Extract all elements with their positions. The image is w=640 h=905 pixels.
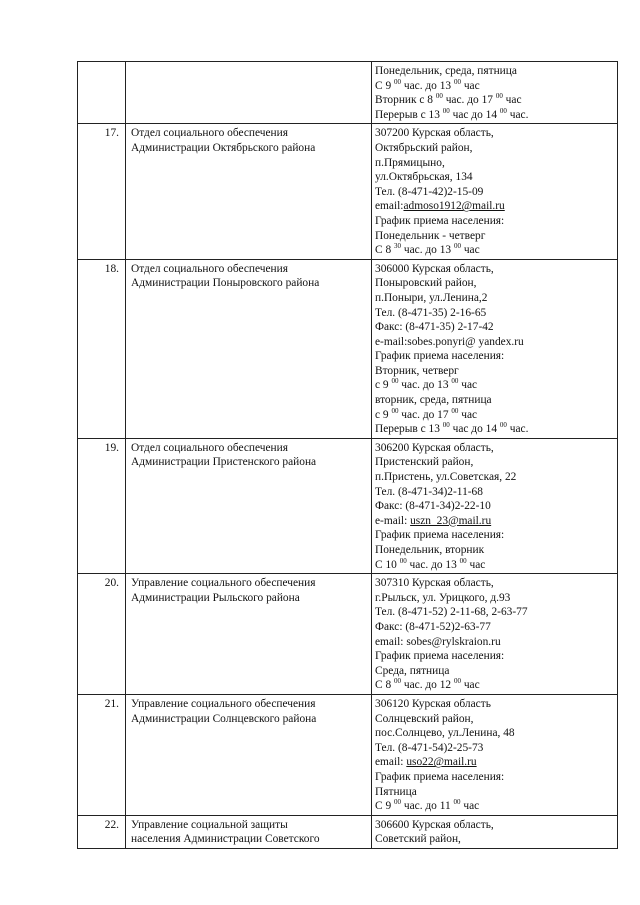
office-name-line: Отдел социального обеспечения bbox=[131, 127, 288, 140]
office-name bbox=[126, 62, 372, 124]
row-number: 20. bbox=[78, 574, 126, 695]
office-name bbox=[126, 438, 372, 573]
office-contact-info bbox=[372, 574, 618, 695]
contact-line: email: uso22@mail.ru bbox=[375, 756, 477, 769]
time-minutes: 00 bbox=[499, 106, 507, 115]
contact-line: Вторник, четверг bbox=[375, 364, 459, 377]
office-name-line: населения Администрации Советского bbox=[131, 833, 320, 846]
contact-line: Факс: (8-471-52)2-63-77 bbox=[375, 620, 491, 633]
office-name-line: Администрации Пристенского района bbox=[131, 456, 317, 469]
contact-line: Вторник с 8 $^{00}$ час. до 17 $^{00}$ час bbox=[375, 92, 522, 107]
contact-line: Тел. (8-471-35) 2-16-65 bbox=[375, 306, 487, 319]
contact-line: С 9 $^{00}$ час. до 13 $^{00}$ час bbox=[375, 77, 480, 92]
contact-line: 307200 Курская область, bbox=[375, 127, 494, 140]
time-minutes: 00 bbox=[391, 377, 399, 386]
contact-line: email:admoso1912@mail.ru bbox=[375, 200, 505, 213]
time-minutes: 00 bbox=[399, 556, 407, 565]
table-row bbox=[78, 124, 618, 259]
office-name-line: Управление социального обеспечения bbox=[131, 577, 316, 590]
contact-line: Понедельник - четверг bbox=[375, 229, 486, 242]
office-contact-info bbox=[372, 259, 618, 438]
offices-table bbox=[77, 61, 618, 849]
row-number: 19. bbox=[78, 438, 126, 573]
office-contact-info bbox=[372, 62, 618, 124]
contact-line: 306000 Курская область, bbox=[375, 262, 494, 275]
time-minutes: 00 bbox=[453, 798, 461, 807]
time-minutes: 00 bbox=[442, 421, 450, 430]
contact-line: вторник, среда, пятница bbox=[375, 394, 492, 407]
row-number: 21. bbox=[78, 694, 126, 815]
contact-line: с 9 $^{00}$ час. до 17 $^{00}$ час bbox=[375, 406, 478, 421]
time-minutes: 00 bbox=[495, 92, 503, 101]
office-contact-info bbox=[372, 438, 618, 573]
contact-line: График приема населения: bbox=[375, 214, 505, 227]
contact-line: Октябрьский район, bbox=[375, 141, 473, 154]
office-name-line: Администрации Поныровского района bbox=[131, 277, 320, 290]
contact-line: п.Прямицыно, bbox=[375, 156, 445, 169]
contact-line: График приема населения: bbox=[375, 529, 505, 542]
table-row bbox=[78, 694, 618, 815]
offices-table-body bbox=[78, 62, 618, 849]
email-link[interactable]: uso22@mail.ru bbox=[406, 756, 477, 769]
contact-line: с 9 $^{00}$ час. до 13 $^{00}$ час bbox=[375, 377, 478, 392]
table-row bbox=[78, 62, 618, 124]
row-number: 18. bbox=[78, 259, 126, 438]
row-number: 17. bbox=[78, 124, 126, 259]
contact-line: Пятница bbox=[375, 785, 417, 798]
time-minutes: 30 bbox=[394, 242, 401, 251]
contact-line: С 8 $^{30}$ час. до 13 $^{00}$ час bbox=[375, 242, 480, 257]
office-name bbox=[126, 815, 372, 848]
contact-line: Тел. (8-471-52) 2-11-68, 2-63-77 bbox=[375, 606, 528, 619]
contact-line: e-mail: uszn_23@mail.ru bbox=[375, 514, 492, 527]
table-row bbox=[78, 259, 618, 438]
contact-line: График приема населения: bbox=[375, 650, 505, 663]
contact-line: e-mail:sobes.ponyri@ yandex.ru bbox=[375, 335, 524, 348]
contact-line: пос.Солнцево, ул.Ленина, 48 bbox=[375, 727, 515, 740]
contact-line: Пристенский район, bbox=[375, 456, 474, 469]
contact-line: Понедельник, среда, пятница bbox=[375, 65, 517, 77]
contact-line: Перерыв с 13 $^{00}$ час до 14 $^{00}$ час. bbox=[375, 421, 529, 436]
time-minutes: 00 bbox=[394, 798, 401, 807]
office-name bbox=[126, 574, 372, 695]
office-name-line: Управление социального обеспечения bbox=[131, 697, 316, 710]
time-minutes: 00 bbox=[435, 92, 443, 101]
office-name-line: Администрации Солнцевского района bbox=[131, 712, 317, 725]
contact-line: email: sobes@rylskraion.ru bbox=[375, 635, 501, 648]
contact-line: Тел. (8-471-34)2-11-68 bbox=[375, 485, 483, 498]
contact-line: Среда, пятница bbox=[375, 664, 450, 677]
office-name bbox=[126, 694, 372, 815]
contact-line: Факс: (8-471-35) 2-17-42 bbox=[375, 321, 494, 334]
contact-line: Поныровский район, bbox=[375, 277, 477, 290]
contact-line: п.Поныри, ул.Ленина,2 bbox=[375, 291, 488, 304]
time-minutes: 00 bbox=[451, 377, 459, 386]
office-name-line: Отдел социального обеспечения bbox=[131, 262, 288, 275]
contact-line: Понедельник, вторник bbox=[375, 544, 485, 556]
office-name-line: Администрации Октябрьского района bbox=[131, 141, 316, 154]
contact-line: С 10 $^{00}$ час. до 13 $^{00}$ час bbox=[375, 556, 486, 571]
time-minutes: 00 bbox=[453, 677, 461, 686]
time-minutes: 00 bbox=[394, 77, 401, 86]
contact-line: Солнцевский район, bbox=[375, 712, 474, 725]
contact-line: 306600 Курская область, bbox=[375, 818, 494, 831]
row-number bbox=[78, 62, 126, 124]
contact-line: г.Рыльск, ул. Урицкого, д.93 bbox=[375, 591, 511, 604]
row-number: 22. bbox=[78, 815, 126, 848]
time-minutes: 00 bbox=[453, 242, 461, 251]
contact-line: Тел. (8-471-54)2-25-73 bbox=[375, 741, 484, 754]
time-minutes: 00 bbox=[459, 556, 467, 565]
office-contact-info bbox=[372, 694, 618, 815]
office-contact-info bbox=[372, 124, 618, 259]
contact-line: С 9 $^{00}$ час. до 11 $^{00}$ час bbox=[375, 798, 480, 813]
contact-line: Перерыв с 13 $^{00}$ час до 14 $^{00}$ час. bbox=[375, 106, 529, 121]
contact-line: 306120 Курская область bbox=[375, 697, 491, 710]
office-name bbox=[126, 259, 372, 438]
contact-line: п.Пристень, ул.Советская, 22 bbox=[375, 471, 517, 484]
contact-line: ул.Октябрьская, 134 bbox=[375, 171, 473, 184]
office-name-line: Управление социальной защиты bbox=[131, 818, 288, 831]
contact-line: График приема населения: bbox=[375, 350, 505, 363]
time-minutes: 00 bbox=[453, 77, 461, 86]
table-row bbox=[78, 574, 618, 695]
office-name-line: Администрации Рыльского района bbox=[131, 591, 300, 604]
contact-line: 306200 Курская область, bbox=[375, 441, 494, 454]
time-minutes: 00 bbox=[499, 421, 507, 430]
time-minutes: 00 bbox=[442, 106, 450, 115]
time-minutes: 00 bbox=[391, 406, 399, 415]
contact-line: Тел. (8-471-42)2-15-09 bbox=[375, 185, 484, 198]
contact-line: График приема населения: bbox=[375, 770, 505, 783]
time-minutes: 00 bbox=[394, 677, 401, 686]
office-contact-info bbox=[372, 815, 618, 848]
contact-line: С 8 $^{00}$ час. до 12 $^{00}$ час bbox=[375, 677, 480, 692]
contact-line: 307310 Курская область, bbox=[375, 577, 494, 590]
contact-line: Советский район, bbox=[375, 833, 461, 846]
office-name-line: Отдел социального обеспечения bbox=[131, 441, 288, 454]
time-minutes: 00 bbox=[451, 406, 459, 415]
office-name bbox=[126, 124, 372, 259]
table-row bbox=[78, 815, 618, 848]
email-link[interactable]: uszn_23@mail.ru bbox=[410, 514, 492, 527]
table-row bbox=[78, 438, 618, 573]
contact-line: Факс: (8-471-34)2-22-10 bbox=[375, 500, 491, 513]
email-link[interactable]: admoso1912@mail.ru bbox=[403, 200, 505, 213]
